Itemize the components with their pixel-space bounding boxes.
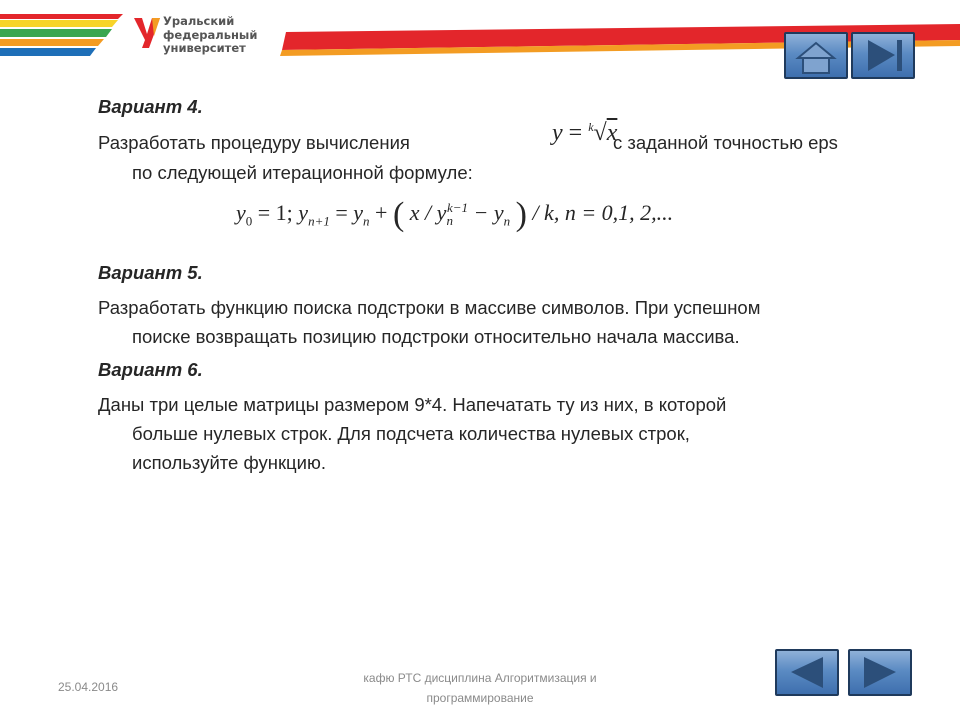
f-y0: y: [236, 200, 246, 225]
logo-line: университет: [163, 41, 246, 55]
f-eq2: =: [329, 200, 354, 225]
f-sub-n2: n: [446, 213, 453, 229]
f-sub-n3: n: [503, 213, 511, 229]
open-paren: (: [392, 196, 405, 233]
home-button[interactable]: [784, 32, 848, 79]
root-index: k: [588, 120, 594, 134]
variant-4-line-1: Разработать процедуру вычисления: [98, 132, 410, 153]
skip-to-end-button[interactable]: [851, 32, 915, 79]
root-formula: [552, 120, 617, 147]
next-button[interactable]: [848, 649, 912, 696]
f-sub0: 0: [245, 213, 253, 229]
next-icon: [850, 651, 910, 694]
variant-6-line-2: больше нулевых строк. Для подсчета количества нулевых строк,: [132, 423, 690, 444]
footer-course: [330, 668, 630, 708]
f-subn1: n+1: [308, 213, 330, 229]
previous-button[interactable]: [775, 649, 839, 696]
variant-6-heading: Вариант 6.: [98, 359, 203, 380]
university-logo-icon: [132, 16, 162, 54]
f-subn: n: [363, 213, 370, 229]
formula-y: y: [552, 120, 563, 146]
f-div-k: / k,: [526, 200, 560, 225]
formula-radicand: x: [606, 120, 618, 146]
logo-line: федеральный: [163, 27, 258, 42]
f-n-range: n = 0,1, 2,...: [559, 200, 674, 225]
f-x-over: x / y: [409, 200, 447, 225]
variant-4-line-1-end: с заданной точностью eps: [613, 132, 838, 153]
f-plus: +: [369, 200, 393, 225]
home-icon: [786, 34, 846, 77]
variant-6-line-1: Даны три целые матрицы размером 9*4. Напечатать ту из них, в которой: [98, 394, 727, 415]
f-yn: y: [353, 200, 364, 225]
footer-line-1: кафю РТС дисциплина Алгоритмизация и: [363, 671, 597, 685]
university-name: [163, 15, 257, 56]
iteration-formula: [236, 196, 673, 234]
variant-4-line-2: по следующей итерационной формуле:: [132, 162, 473, 183]
slide-date: 25.04.2016: [58, 680, 119, 694]
variant-4-heading: Вариант 4.: [98, 96, 203, 117]
f-sup-k1: k−1: [446, 199, 468, 215]
variant-5-line-1: Разработать функцию поиска подстроки в массиве символов. При успешном: [98, 297, 761, 318]
variant-5-heading: Вариант 5.: [98, 262, 203, 283]
close-paren: ): [515, 196, 527, 233]
f-minus: − y: [467, 200, 504, 225]
previous-icon: [777, 651, 837, 694]
variant-5-line-2: поиске возвращать позицию подстроки относительно начала массива.: [132, 326, 740, 347]
f-yn1: y: [298, 200, 309, 225]
f-eq1: = 1;: [252, 200, 293, 225]
radical-icon: √: [593, 120, 607, 146]
skip-to-end-icon: [853, 34, 913, 77]
logo-line: Уральский: [163, 14, 235, 28]
formula-eq: =: [568, 120, 583, 146]
footer-line-2: программирование: [426, 691, 534, 705]
variant-6-line-3: используйте функцию.: [132, 452, 326, 473]
